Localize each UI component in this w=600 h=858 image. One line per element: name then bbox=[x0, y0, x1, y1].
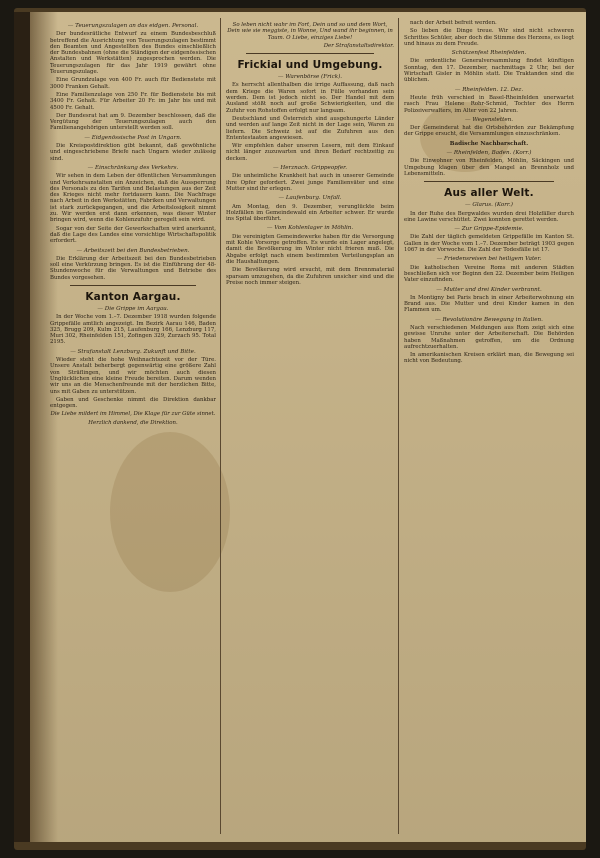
section-heading-aus-aller-welt: Aus aller Welt. bbox=[444, 187, 534, 200]
article-heading: — Glarus. (Korr.) bbox=[465, 202, 513, 209]
poem-verse: So leben nicht wahr im Fort, Dein und so und dem Wort, Dein wie sie meggiste, in Wonne, Und wand ihr beginnen, in Taum. O Liebe, einziges Liebe! bbox=[227, 22, 393, 41]
article-heading: — Arbeitszeit bei den Bundesbetrieben. bbox=[76, 247, 190, 254]
article-text: Die ordentliche Generalversammlung findet künftigen Sonntag, den 17. Dezember, nachmittags 2 Uhr, bei der Wirtschaft Gisler in Möhlin statt. Die Traktanden sind die üblichen. bbox=[404, 58, 574, 84]
article-text: In der Ruhe des Bergwaldes wurden drei Holzfäller durch eine Lawine verschüttet. Zwei konnten gerettet werden. bbox=[404, 210, 574, 223]
article-text: In Montigny bei Paris brach in einer Arbeiterwohnung ein Brand aus. Die Mutter und drei Kinder kamen in den Flammen um. bbox=[404, 294, 574, 314]
signature: Herzlich dankend, die Direktion. bbox=[88, 419, 178, 426]
article-heading: — Mutter und drei Kinder verbrannt. bbox=[436, 286, 542, 293]
article-text: Eine Grundzulage von 400 Fr. auch für Bedienstete mit 3000 Franken Gehalt. bbox=[50, 77, 216, 90]
divider bbox=[246, 53, 374, 54]
article-text: In der Woche vom 1.–7. Dezember 1918 wurden folgende Grippefälle amtlich angezeigt. Im Bezirk Aarau 146, Baden 325, Brugg 209, Kulm 215, Laufenburg 166, Lenzburg 117, Muri 302, Rheinfelden 151, Zofingen 329, Zurzach 95. Total 2195. bbox=[50, 314, 216, 346]
article-heading: — Teuerungszulagen an das eidgen. Personal. bbox=[67, 23, 199, 29]
article-text: Eine Familienzulage von 250 Fr. für Bedienstete bis mit 3400 Fr. Gehalt. Für Arbeiter 20 Fr. im Jahr bis und mit 4500 Fr. Gehalt. bbox=[50, 91, 216, 111]
column-rule bbox=[398, 18, 399, 834]
article-heading: — Herznach. Grippeopfer. bbox=[273, 165, 347, 172]
column-1 bbox=[50, 20, 216, 832]
article-text: Wieder steht die hohe Weihnachtszeit vor der Türe. Unsere Anstalt beherbergt gegenwärtig eine größere Zahl von Sträflingen, und wir möchten auch diesen Unglücklichen eine kleine Freude bereiten. Darum wenden wir uns an die Menschenfreunde mit der herzlichen Bitte, uns mit Gaben zu unterstützen. bbox=[50, 357, 216, 395]
article-heading: — Rheinfelden. 12. Dez. bbox=[454, 86, 524, 93]
signature: Der Strafanstaltsdirektor. bbox=[323, 42, 394, 49]
article-text: Die Erklärung der Arbeitszeit bei den Bundesbetrieben soll eine Verkürzung bringen. Es ist die Einführung der 48-Stundenwoche für die Verwaltungen und Betriebe des Bundes vorgesehen. bbox=[50, 255, 216, 281]
article-heading: — Warenbörse (Frick). bbox=[277, 74, 343, 81]
section-heading-kanton-aargau: Kanton Aargau. bbox=[85, 290, 181, 303]
article-text: So lieben die Dinge treue. Wir sind nicht schweren Schrittes Schüler, aber doch die Stimme des Herzens, es liegt und hinaus zu dem Freude. bbox=[404, 28, 574, 47]
article-heading: — Einschränkung des Verkehrs. bbox=[87, 164, 179, 171]
poem-verse: Die Liebe mildert im Himmel, Die Klage für zur Güte sinnet. bbox=[50, 411, 216, 418]
section-heading-fricktal: Frickial und Umgebung. bbox=[237, 59, 383, 72]
article-text: Die Kreispostdirektion gibt bekannt, daß gewöhnliche und eingeschriebene Briefe nach Ungarn wieder zulässig sind. bbox=[50, 143, 216, 162]
article-text: Der Gemeinderat hat die Ortsbehörden zur Bekämpfung der Grippe ersucht, die Versammlungen einzuschränken. bbox=[404, 125, 574, 138]
article-heading: — Revolutionäre Bewegung in Italien. bbox=[435, 316, 543, 323]
article-heading: — Laufenburg. Unfall. bbox=[278, 195, 342, 202]
article-heading: — Wegenstetten. bbox=[464, 116, 514, 123]
article-text: Wir sehen in dem Leben der öffentlichen Versammlungen und Verkehrsanstalten ein Anzeichen, daß die Aussperrung des Personals zu den Tarifen und Belastungen aus der Zeit des Krieges nicht mehr fortdauern kann. Die Nachfrage nach Arbeit in den Werkstätten, Fabriken und Verwaltungen ist stark zurückgegangen, und die Arbeitslosigkeit nimmt zu. Wir werden erst dann erkennen, was dieser Winter bringen wird, wenn die Kohlenzufuhr geregelt sein wird. bbox=[50, 173, 216, 224]
article-text: Die katholischen Vereine Roms mit anderen Städten beschließen sich vor Beginn den 22. Dezember beim Heiligen Vater einzufinden. bbox=[404, 264, 574, 284]
article-heading: Schützenfest Rheinfelden. bbox=[451, 50, 527, 57]
article-text: Die Einwohner von Rheinfelden, Möhlin, Säckingen und Umgebung klagen über den Mangel an Brennholz und Lebensmitteln. bbox=[404, 158, 574, 177]
column-2 bbox=[226, 20, 394, 832]
article-text: Heute früh verschied in Basel-Rheinfelden unerwartet rasch Frau Helene Rohr-Schmid, Tochter des Herrn Polizeiverwalters, im Alter von 22 Jahren. bbox=[404, 94, 574, 114]
article-heading: — Zur Grippe-Epidemie. bbox=[454, 226, 524, 233]
article-text: Die Bevölkerung wird ersucht, mit dem Brennmaterial sparsam umzugehen, da die Zufuhren unsicher sind und die Preise noch immer steigen. bbox=[226, 267, 394, 286]
article-text: Am Montag, den 9. Dezember, verunglückte beim Holzfällen im Gemeindewald ein Arbeiter schwer. Er wurde ins Spital überführt. bbox=[226, 203, 394, 223]
article-text: Es herrscht allenthalben die irrige Auffassung, daß nach dem Kriege die Waren sofort in Fülle vorhanden sein werden. Dem ist jedoch nicht so. Der Handel mit dem Ausland stößt noch auf große Schwierigkeiten, und die Zufuhr von Rohstoffen erfolgt nur langsam. bbox=[226, 82, 394, 114]
article-heading: — Eidgenössische Post in Ungarn. bbox=[84, 134, 182, 141]
article-text: nach der Arbeit befreit werden. bbox=[410, 20, 497, 26]
column-rule bbox=[220, 18, 221, 834]
divider bbox=[70, 285, 196, 286]
article-heading: — Rheinfelden, Baden. (Korr.) bbox=[446, 150, 532, 157]
article-heading: — Vom Kohlenlager in Möhlin. bbox=[266, 225, 354, 232]
article-heading: — Friedensreisen bei heiligem Vater. bbox=[436, 256, 542, 263]
divider bbox=[424, 181, 554, 182]
article-heading: — Die Grippe im Aargau. bbox=[97, 305, 169, 312]
article-text: Gaben und Geschenke nimmt die Direktion dankbar entgegen. bbox=[50, 396, 216, 410]
article-text: Die unheimliche Krankheit hat auch in unserer Gemeinde ihre Opfer gefordert. Zwei junge Familienväter und eine Mutter sind ihr erlegen. bbox=[226, 173, 394, 192]
article-text: In amerikanischen Kreisen erklärt man, die Bewegung sei nicht von Bedeutung. bbox=[404, 352, 574, 365]
article-text: Der Bundesrat hat am 9. Dezember beschlossen, daß die Vergütung der Teuerungszulagen auch den Familienangehörigen unterstellt werden soll. bbox=[50, 112, 216, 132]
newspaper-page bbox=[30, 12, 586, 842]
article-heading: Badische Nachbarschaft. bbox=[449, 140, 529, 147]
article-text: Der bundesrätliche Entwurf zu einem Bundesbeschluß betreffend die Ausrichtung von Teuerungszulagen bestimmt den Beamten und Angestellten des Bundes einschließlich der Bundesbahnen (ohne die Ständigen der eidgenössischen Anstalten und Werkstätten) zugesprochen werden. Die Teuerungszulagen für das Jahr 1919 gewährt ohne Teuerungszulage. bbox=[50, 31, 216, 76]
article-text: Nach verschiedenen Meldungen aus Rom zeigt sich eine gewisse Unruhe unter der Arbeiterschaft. Die Behörden haben Maßnahmen getroffen, um die Ordnung aufrechtzuerhalten. bbox=[404, 324, 574, 350]
column-3 bbox=[404, 20, 574, 832]
article-text: Die vereinigten Gemeindewerke haben für die Versorgung mit Kohle Vorsorge getroffen. Es wurde ein Lager angelegt, damit die Bevölkerung im Winter nicht frieren muß. Die Abgabe erfolgt nach einem bestimmten Verteilungsplan an die Haushaltungen. bbox=[226, 233, 394, 265]
article-text: Wir empfehlen daher unseren Lesern, mit dem Einkauf nicht länger zuzuwarten und ihren Bedarf rechtzeitig zu decken. bbox=[226, 143, 394, 162]
article-text: Sogar von der Seite der Gewerkschaften wird anerkannt, daß die Lage des Landes eine vorsichtige Wirtschaftspolitik erfordert. bbox=[50, 225, 216, 245]
article-text: Deutschland und Österreich sind ausgehungerte Länder und werden auf lange Zeit nicht in der Lage sein, Waren zu liefern. Die Schweiz ist auf die Zufuhren aus den Ententestaaten angewiesen. bbox=[226, 115, 394, 141]
article-heading: — Strafanstalt Lenzburg. Zukunft und Bitte. bbox=[70, 348, 196, 355]
article-text: Die Zahl der täglich gemeldeten Grippefälle im Kanton St. Gallen in der Woche vom 1.–7. Dezember beträgt 1903 gegen 1067 in der Vorwoche. Die Zahl der Todesfälle ist 17. bbox=[404, 234, 574, 254]
